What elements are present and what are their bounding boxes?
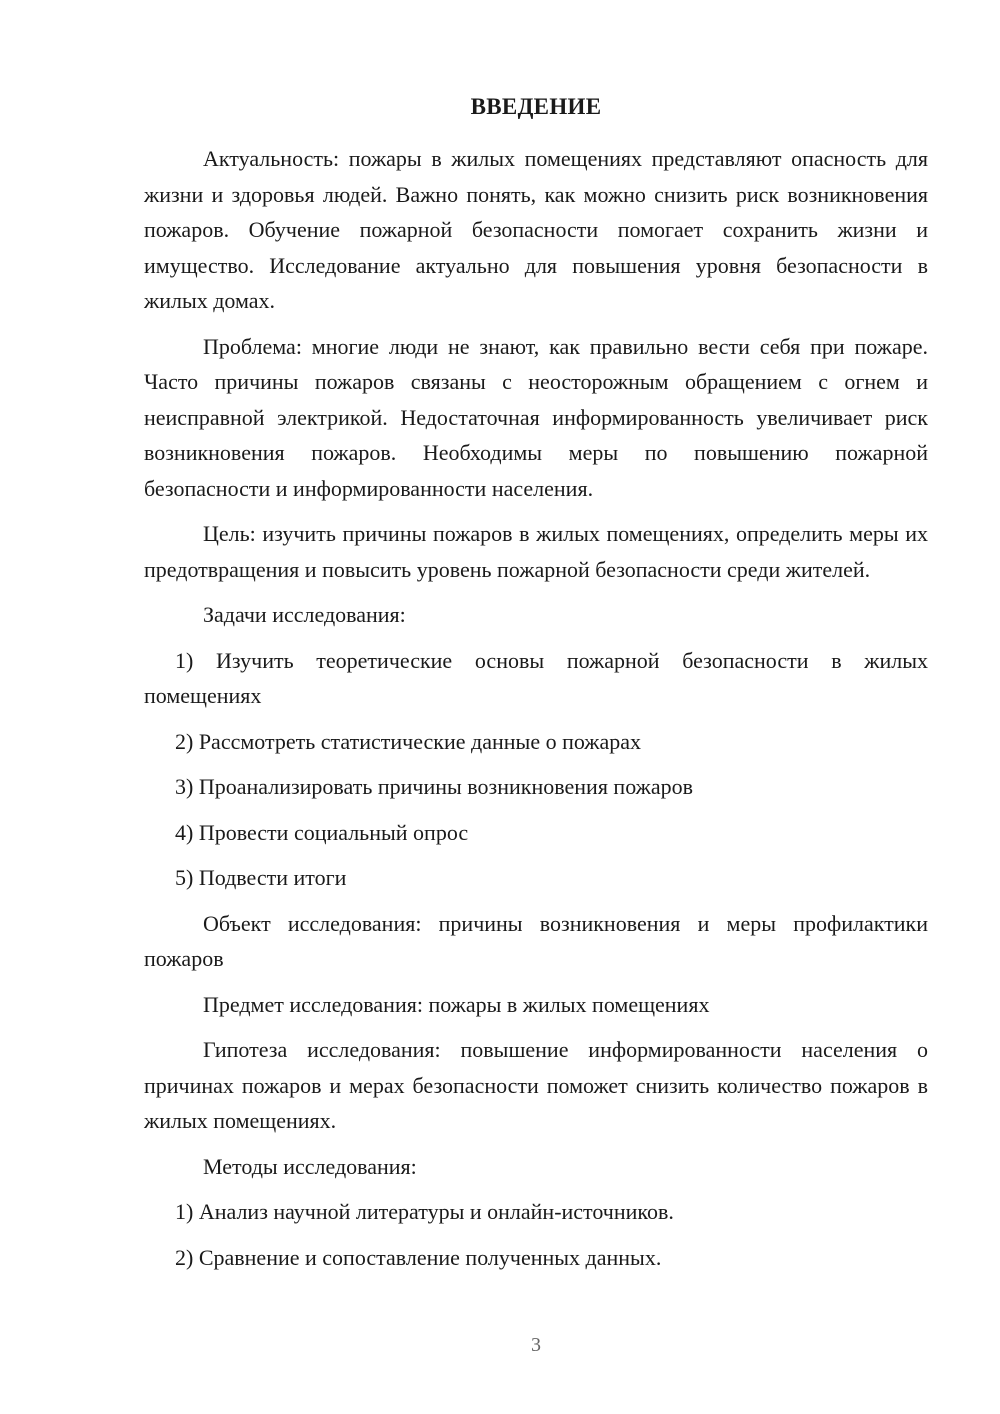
relevance-paragraph: Актуальность: пожары в жилых помещениях представляют опасность для жизни и здоровья людей. Важно понять, как можно снизить риск возникновения пожаров. Обучение пожарной безопасности помогает сохранить жизни и имущество. Исследование актуально для повышения уровня безопасности в жилых домах. [144, 146, 928, 313]
method-item-2: 2) Сравнение и сопоставление полученных данных. [175, 1244, 662, 1270]
method-item-1: 1) Анализ научной литературы и онлайн-источников. [175, 1199, 674, 1224]
subject-paragraph: Предмет исследования: пожары в жилых помещениях [203, 991, 710, 1017]
task-item-2: 2) Рассмотреть статистические данные о пожарах [175, 728, 642, 754]
main-text [144, 141, 928, 1275]
page-number: 3 [531, 1334, 541, 1356]
goal-paragraph: Цель: изучить причины пожаров в жилых помещениях, определить меры их предотвращения и повысить уровень пожарной безопасности среди жителей. [144, 521, 928, 582]
hypothesis-paragraph: Гипотеза исследования: повышение информированности населения о причинах пожаров и мерах безопасности поможет снизить количество пожаров в жилых помещениях. [144, 1037, 928, 1133]
methods-heading: Методы исследования: [203, 1153, 417, 1179]
task-item-3: 3) Проанализировать причины возникновения пожаров [175, 774, 694, 799]
task-item-1: 1) Изучить теоретические основы пожарной безопасности в жилых помещениях [144, 647, 928, 708]
task-item-5: 5) Подвести итоги [175, 865, 347, 890]
task-item-4: 4) Провести социальный опрос [175, 819, 469, 845]
problem-paragraph: Проблема: многие люди не знают, как правильно вести себя при пожаре. Часто причины пожаров связаны с неосторожным обращением с огнем и неисправной электрикой. Недостаточная информированность увеличивает риск возникновения пожаров. Необходимы меры по повышению пожарной безопасности и информированности населения. [144, 333, 928, 501]
page-title: ВВЕДЕНИЕ [470, 94, 602, 119]
tasks-heading: Задачи исследования: [203, 602, 406, 627]
object-paragraph: Объект исследования: причины возникновения и меры профилактики пожаров [144, 910, 928, 971]
